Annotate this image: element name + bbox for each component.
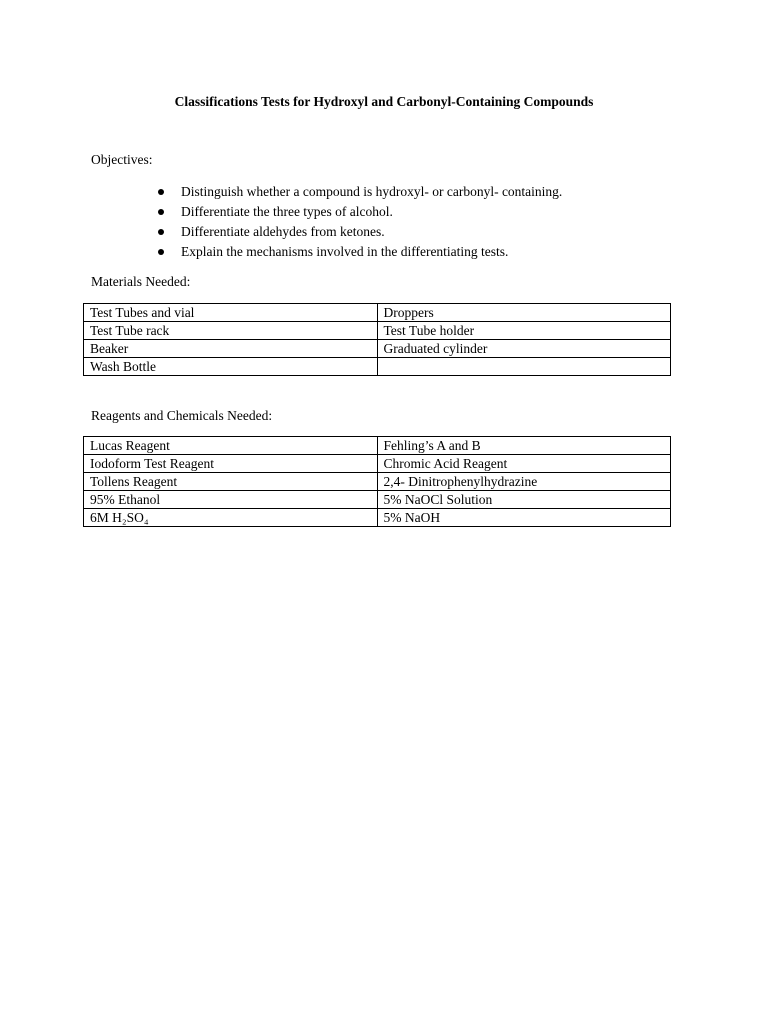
table-cell: Test Tubes and vial bbox=[84, 304, 378, 322]
table-cell: 95% Ethanol bbox=[84, 491, 378, 509]
table-row bbox=[84, 491, 671, 509]
bullet-icon bbox=[158, 249, 164, 255]
reagents-table bbox=[83, 436, 671, 527]
table-cell: Beaker bbox=[84, 340, 378, 358]
bullet-icon bbox=[158, 229, 164, 235]
list-item bbox=[155, 182, 562, 202]
objectives-heading: Objectives: bbox=[91, 152, 153, 167]
table-cell: 6M H₂SO₄ bbox=[84, 509, 378, 527]
table-cell: 5% NaOH bbox=[377, 509, 671, 527]
table-cell: 5% NaOCl Solution bbox=[377, 491, 671, 509]
materials-heading: Materials Needed: bbox=[91, 274, 191, 289]
table-cell: Iodoform Test Reagent bbox=[84, 455, 378, 473]
reagents-heading: Reagents and Chemicals Needed: bbox=[91, 408, 273, 423]
table-cell: Chromic Acid Reagent bbox=[377, 455, 671, 473]
list-item-text: Differentiate aldehydes from ketones. bbox=[181, 224, 385, 239]
bullet-icon bbox=[158, 209, 164, 215]
list-item-text: Distinguish whether a compound is hydroxyl- or carbonyl- containing. bbox=[181, 184, 563, 199]
table-cell: Test Tube rack bbox=[84, 322, 378, 340]
table-row bbox=[84, 455, 671, 473]
table-row bbox=[84, 304, 671, 322]
table-cell: 2,4- Dinitrophenylhydrazine bbox=[377, 473, 671, 491]
objectives-list bbox=[155, 182, 562, 262]
table-cell: Fehling’s A and B bbox=[377, 437, 671, 455]
table-cell: Wash Bottle bbox=[84, 358, 378, 376]
list-item-text: Explain the mechanisms involved in the differentiating tests. bbox=[181, 244, 509, 259]
table-row bbox=[84, 322, 671, 340]
list-item bbox=[155, 202, 562, 222]
list-item-text: Differentiate the three types of alcohol. bbox=[181, 204, 393, 219]
list-item bbox=[155, 222, 562, 242]
table-cell: Droppers bbox=[377, 304, 671, 322]
bullet-icon bbox=[158, 189, 164, 195]
table-cell bbox=[377, 358, 671, 376]
list-item bbox=[155, 242, 562, 262]
table-row bbox=[84, 509, 671, 527]
table-cell: Graduated cylinder bbox=[377, 340, 671, 358]
table-cell: Test Tube holder bbox=[377, 322, 671, 340]
table-row bbox=[84, 473, 671, 491]
materials-table bbox=[83, 303, 671, 376]
page-title: Classifications Tests for Hydroxyl and Carbonyl-Containing Compounds bbox=[174, 94, 594, 109]
table-row bbox=[84, 358, 671, 376]
table-cell: Lucas Reagent bbox=[84, 437, 378, 455]
table-row bbox=[84, 437, 671, 455]
table-cell: Tollens Reagent bbox=[84, 473, 378, 491]
table-row bbox=[84, 340, 671, 358]
